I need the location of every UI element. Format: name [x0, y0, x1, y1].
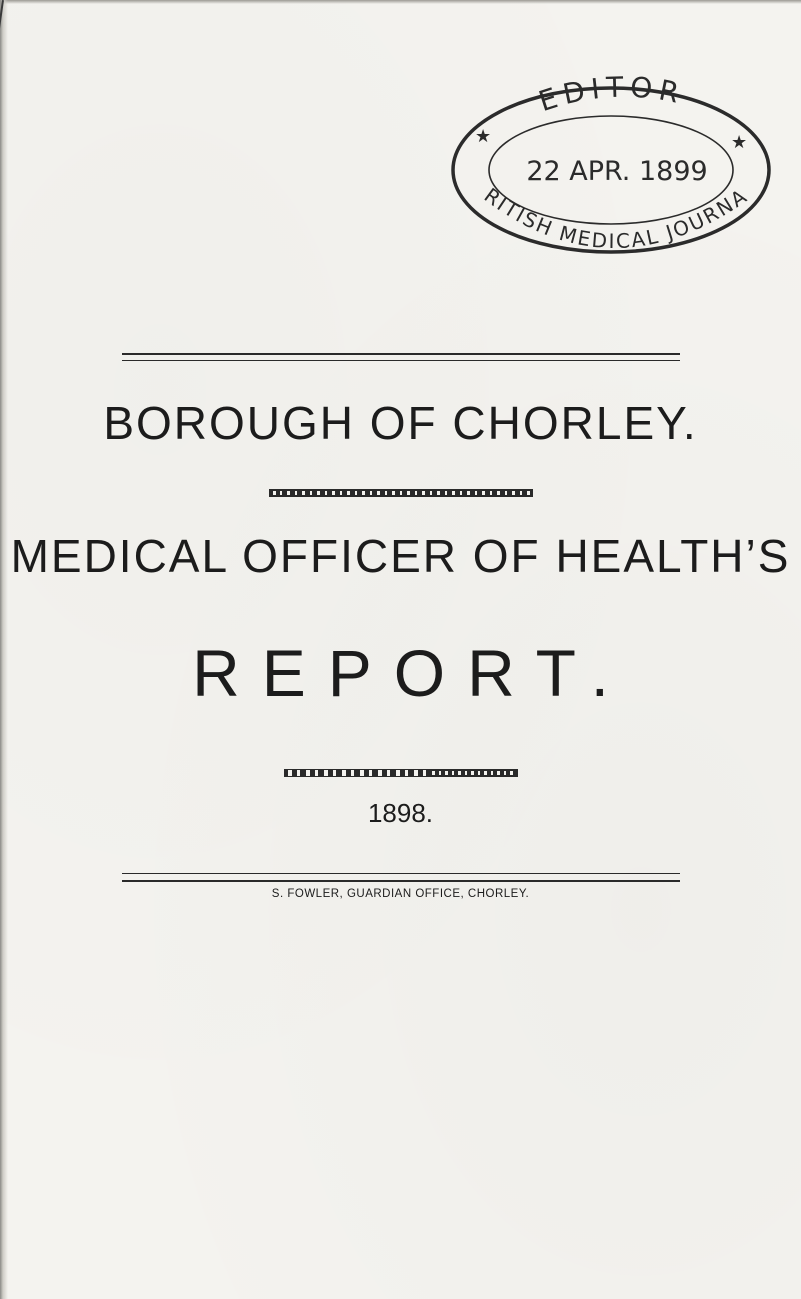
report-year: 1898.: [367, 798, 434, 828]
ornament-divider-lower: [284, 768, 518, 778]
stamp-top-text: EDITOR: [534, 70, 688, 119]
top-rule-upper: [122, 353, 680, 355]
stamp-date: 22 APR. 1899: [526, 156, 708, 187]
borough-heading: BOROUGH OF CHORLEY.: [103, 397, 698, 449]
stamp-bottom-text: RITISH MEDICAL JOURNA: [479, 183, 753, 254]
received-stamp: [445, 70, 777, 270]
report-heading: REPORT.: [192, 636, 631, 710]
top-rule-lower: [122, 360, 680, 361]
bottom-rule-lower: [122, 880, 680, 882]
ornament-divider-upper: [269, 488, 533, 498]
report-title: MEDICAL OFFICER OF HEALTH’S: [10, 530, 791, 582]
stamp-star-right-icon: ★: [731, 132, 748, 153]
printer-imprint: S. FOWLER, GUARDIAN OFFICE, CHORLEY.: [271, 888, 530, 900]
page-top-edge: [0, 0, 801, 4]
bottom-rule-upper: [122, 873, 680, 874]
stamp-star-left-icon: ★: [475, 126, 492, 147]
